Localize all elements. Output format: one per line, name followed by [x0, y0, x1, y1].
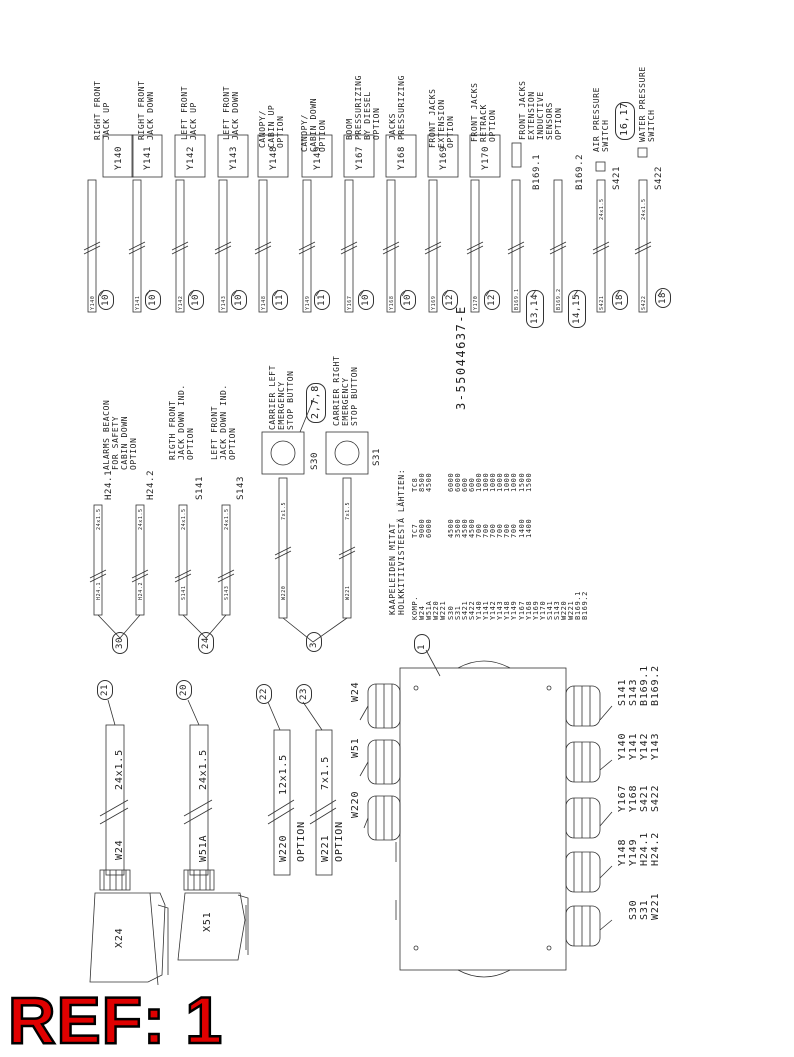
cable-table-cell: 1000	[482, 472, 490, 492]
cable-table-cell: 700	[496, 523, 505, 538]
balloon-label: 18	[658, 291, 668, 304]
cable-table-cell: B169.1	[574, 591, 583, 620]
cable-table-cell: Y148	[503, 600, 512, 620]
wire-label-y143: Y143	[221, 295, 227, 310]
cable-table-cell: 700	[489, 523, 498, 538]
valve-code-y168: Y168	[397, 145, 407, 170]
sensor-code-b169-1: B169.1	[532, 153, 542, 190]
valve-code-y143: Y143	[229, 145, 239, 170]
gland-w51: W51	[350, 737, 361, 758]
valve-desc-y141: RIGHT FRONT JACK DOWN	[137, 80, 155, 140]
wire-label-y148: Y148	[261, 295, 267, 310]
wire-size-h24-2: 24x1.5	[138, 508, 144, 530]
balloon-s421	[612, 290, 628, 310]
switch-desc-s421: AIR PRESSURE SWITCH	[592, 87, 610, 152]
cable-table-cell: 1400	[524, 518, 533, 538]
wire-size-s143: 24x1.5	[224, 508, 230, 530]
cable-size-w24: 24x1.5	[114, 749, 125, 790]
balloon-y142	[188, 290, 204, 310]
balloon-b169-2	[568, 290, 586, 328]
indicator-code-h24-1: H24.1	[104, 469, 114, 500]
cable-table-cell: 6000	[446, 472, 455, 492]
valve-desc-y140: RIGHT FRONT JACK UP	[93, 80, 111, 140]
balloon-indicators-24	[198, 632, 214, 654]
balloon-y140	[98, 290, 114, 310]
balloon-label: 10	[361, 293, 371, 306]
balloon-label: 21	[100, 683, 110, 696]
balloon-indicators-30	[112, 632, 128, 654]
cable-table-cell: 700	[503, 523, 512, 538]
balloon-label: 12	[445, 293, 455, 306]
balloon-b169-1	[526, 290, 544, 328]
cable-table-cell: Y169	[531, 600, 540, 620]
cable-table-cell: 1500	[524, 472, 533, 492]
drawing-number: 3-55044637-E	[454, 305, 468, 410]
balloon-label: 12	[487, 293, 497, 306]
gland-w24: W24	[350, 681, 361, 702]
estop-desc-s31: CARRIER RIGHT EMERGENCY STOP BUTTON	[332, 355, 359, 426]
balloon-w51a	[176, 680, 192, 700]
wire-label-y168: Y168	[389, 295, 395, 310]
switch-code-s421: S421	[612, 165, 622, 190]
balloon-w24	[97, 680, 113, 700]
indicator-desc-s143: LEFT FRONT JACK DOWN IND. OPTION	[210, 384, 237, 460]
cable-table-cell: Y142	[489, 600, 498, 620]
wire-label-b169-2: B169.2	[556, 288, 562, 310]
wire-label-s143: S143	[224, 585, 230, 600]
valve-desc-y170: FRONT JACKS RETRACK OPTION	[470, 82, 497, 142]
wire-size-h24-1: 24x1.5	[96, 508, 102, 530]
cable-table-cell: S421	[460, 600, 469, 620]
wire-label-h24-2: H24.2	[138, 581, 144, 600]
gland-group-3: Y167 Y168 S421 S422	[617, 784, 661, 812]
wire-label-s421: S421	[599, 295, 605, 310]
gland-group-2: Y140 Y141 Y142 Y143	[617, 732, 661, 760]
wire-size-s141: 24x1.5	[181, 508, 187, 530]
valve-code-y167: Y167	[355, 145, 365, 170]
balloon-y141	[145, 290, 161, 310]
balloon-label: 20	[179, 683, 189, 696]
wire-size-s31: 7x1.5	[345, 501, 351, 520]
wire-label-y141: Y141	[135, 295, 141, 310]
valve-code-y149: Y149	[313, 145, 323, 170]
valve-desc-y142: LEFT FRONT JACK UP	[180, 85, 198, 140]
balloon-label: 11	[275, 293, 285, 306]
wire-label-h24-1: H24.1	[96, 581, 102, 600]
cable-option-w221: OPTION	[334, 821, 345, 862]
cable-code-w220: W220	[278, 834, 289, 862]
balloon-y148	[272, 290, 288, 310]
balloon-label: 30	[115, 636, 125, 649]
estop-desc-s30: CARRIER LEFT EMERGENCY STOP BUTTON	[268, 365, 295, 430]
connector-x51: X51	[202, 911, 213, 932]
cable-table-cell: W221	[567, 600, 576, 620]
gland-w220: W220	[350, 790, 361, 818]
callout-pressure	[615, 102, 635, 140]
indicator-desc-s141: RIGTH FRONT JACK DOWN IND. OPTION	[168, 384, 195, 460]
gland-group-1: S141 S143 B169.1 B169.2	[617, 665, 661, 706]
cable-table-cell: B169.2	[581, 591, 590, 620]
cable-table-cell: Y141	[482, 600, 490, 620]
balloon-y170	[484, 290, 500, 310]
balloon-y167	[358, 290, 374, 310]
cable-table-cell: 1400	[517, 518, 526, 538]
wire-label-y149: Y149	[305, 295, 311, 310]
balloon-label: 18	[615, 293, 625, 306]
callout-label: 16,17	[619, 101, 630, 136]
balloon-estops	[306, 632, 322, 652]
indicator-desc-h24-1: ALARMS BEACON FOR SAFETY CABIN DOWN OPTION	[102, 399, 138, 470]
valve-code-y140: Y140	[114, 145, 124, 170]
cable-table-cell: 1000	[510, 472, 519, 492]
cable-table-cell: S30	[446, 605, 455, 620]
valve-code-y142: Y142	[186, 145, 196, 170]
cable-table-cell: 4500	[446, 518, 455, 538]
valve-code-y170: Y170	[481, 145, 491, 170]
wire-label-y169: Y169	[431, 295, 437, 310]
valve-desc-y149: CANOPY/ CABIN DOWN OPTION	[300, 97, 327, 152]
balloon-label: 22	[259, 687, 269, 700]
connector-x24: X24	[114, 927, 125, 948]
cable-table-cell: W24	[418, 605, 427, 620]
valve-desc-y148: CANOPY/ CABIN UP OPTION	[258, 104, 285, 148]
cable-table-cell: 3500	[453, 518, 462, 538]
cable-table-cell: W220	[560, 600, 569, 620]
balloon-s422	[655, 288, 671, 308]
ref-label: REF: 1	[8, 983, 224, 1057]
balloon-label: 10	[101, 293, 111, 306]
wire-label-y167: Y167	[347, 295, 353, 310]
cable-size-w220: 12x1.5	[278, 754, 289, 795]
balloon-junction-box	[414, 634, 430, 654]
cable-table-cell: Y167	[517, 600, 526, 620]
wire-size-s422: 24x1.5	[641, 198, 647, 220]
balloon-label: 23	[299, 687, 309, 700]
valve-desc-y169: FRONT JACKS EXTENSION OPTION	[428, 88, 455, 148]
cable-table-cell: Y149	[510, 600, 519, 620]
balloon-w221	[296, 684, 312, 704]
cable-table-cell: 700	[474, 523, 483, 538]
sensor-code-b169-2: B169.2	[575, 153, 585, 190]
balloon-label: 10	[403, 293, 413, 306]
gland-group-4: Y148 Y149 H24.1 H24.2	[617, 831, 661, 866]
balloon-label: 10	[148, 293, 158, 306]
wire-label-s31: W221	[345, 585, 351, 600]
wire-label-b169-1: B169.1	[514, 288, 520, 310]
cable-code-w51a: W51A	[198, 834, 209, 862]
cable-table-cell: 600	[460, 477, 469, 492]
balloon-label: 1	[417, 643, 427, 650]
cable-table-cell: 8500	[418, 472, 427, 492]
cable-table-cell: 4500	[425, 472, 434, 492]
balloon-label: 13,14	[530, 293, 540, 324]
cable-table-cell: 700	[482, 523, 490, 538]
indicator-code-s141: S141	[195, 475, 205, 500]
balloon-y149	[314, 290, 330, 310]
cable-table-cell: Y140	[474, 600, 483, 620]
switch-desc-s422: WATER PRESSURE SWITCH	[638, 66, 656, 142]
cable-table-cell: 1000	[503, 472, 512, 492]
balloon-label: 11	[317, 293, 327, 306]
valve-code-y148: Y148	[269, 145, 279, 170]
wire-size-s30: 7x1.5	[281, 501, 287, 520]
wire-label-y170: Y170	[473, 295, 479, 310]
switch-code-s422: S422	[654, 165, 664, 190]
cable-table-cell: S141	[545, 600, 554, 620]
cable-table-header: TC8	[411, 477, 419, 492]
junction-box-lines	[360, 650, 612, 977]
cable-table-cell: W51A	[425, 600, 434, 620]
balloon-label: 10	[191, 293, 201, 306]
balloon-label: 14,15	[572, 293, 582, 324]
cable-option-w220: OPTION	[296, 821, 307, 862]
cable-size-w221: 7x1.5	[320, 755, 331, 790]
cable-table-cell: Y168	[524, 600, 533, 620]
indicator-lines	[90, 505, 234, 638]
cable-table-header: TC7	[411, 523, 419, 538]
callout-estop	[306, 383, 326, 423]
valve-code-y141: Y141	[143, 145, 153, 170]
cable-table-cell: 9000	[418, 518, 427, 538]
cable-code-w24: W24	[114, 839, 125, 860]
cable-table-cell: 1000	[496, 472, 505, 492]
balloon-label: 3	[309, 641, 319, 648]
cable-table-cell: 6000	[453, 472, 462, 492]
cable-table-cell: Y170	[538, 600, 547, 620]
gland-group-5: S30 S31 W221	[628, 892, 661, 920]
valve-desc-y143: LEFT FRONT JACK DOWN	[222, 85, 240, 140]
balloon-label: 10	[234, 293, 244, 306]
cable-table-cell: 1000	[474, 472, 483, 492]
callout-label: 2,7,8	[310, 384, 321, 419]
cable-table-cell: 6000	[425, 518, 434, 538]
cable-table-cell: Y143	[496, 600, 505, 620]
sensor-desc-b169-1: FRONT JACKS EXTENSION INDUCTIVE SENSORS OPTION	[518, 80, 563, 140]
estop-code-s31: S31	[372, 447, 382, 466]
cable-table-title: KAAPELEIDEN MITAT HOLKKITIIVISTEESTÄ LÄHTIEN:	[388, 468, 406, 615]
cable-code-w221: W221	[320, 834, 331, 862]
balloon-y168	[400, 290, 416, 310]
valve-desc-y167: BOOM PRESSURIZING BY DIESEL OPTION	[345, 75, 381, 140]
cable-table-cell: W221	[439, 600, 448, 620]
wire-size-s421: 24x1.5	[599, 198, 605, 220]
cable-table-cell: 1000	[489, 472, 498, 492]
indicator-code-s143: S143	[236, 475, 246, 500]
wire-label-y142: Y142	[178, 295, 184, 310]
indicator-code-h24-2: H24.2	[146, 469, 156, 500]
cable-table-cell: S143	[553, 600, 561, 620]
wire-label-s141: S141	[181, 585, 187, 600]
balloon-y143	[231, 290, 247, 310]
balloon-label: 24	[201, 636, 211, 649]
cable-table-cell: W220	[432, 600, 441, 620]
estop-code-s30: S30	[310, 451, 320, 470]
valve-desc-y168: JACKS PRESSURIZING	[388, 75, 406, 140]
valve-code-y169: Y169	[439, 145, 449, 170]
wire-label-y140: Y140	[90, 295, 96, 310]
wire-label-s30: W220	[281, 585, 287, 600]
balloon-w220	[256, 684, 272, 704]
cable-table-cell: 4500	[460, 518, 469, 538]
wire-label-s422: S422	[641, 295, 647, 310]
estop-lines	[262, 398, 368, 642]
cable-table-cell: 1500	[517, 472, 526, 492]
cable-table-cell: S31	[453, 605, 462, 620]
cable-table-cell: 600	[467, 477, 476, 492]
cable-table-header: KOMP.	[411, 595, 419, 620]
cable-table-cell: S422	[467, 600, 476, 620]
cable-table-cell: 4500	[467, 518, 476, 538]
cable-table-cell: 700	[510, 523, 519, 538]
cable-size-w51a: 24x1.5	[198, 749, 209, 790]
